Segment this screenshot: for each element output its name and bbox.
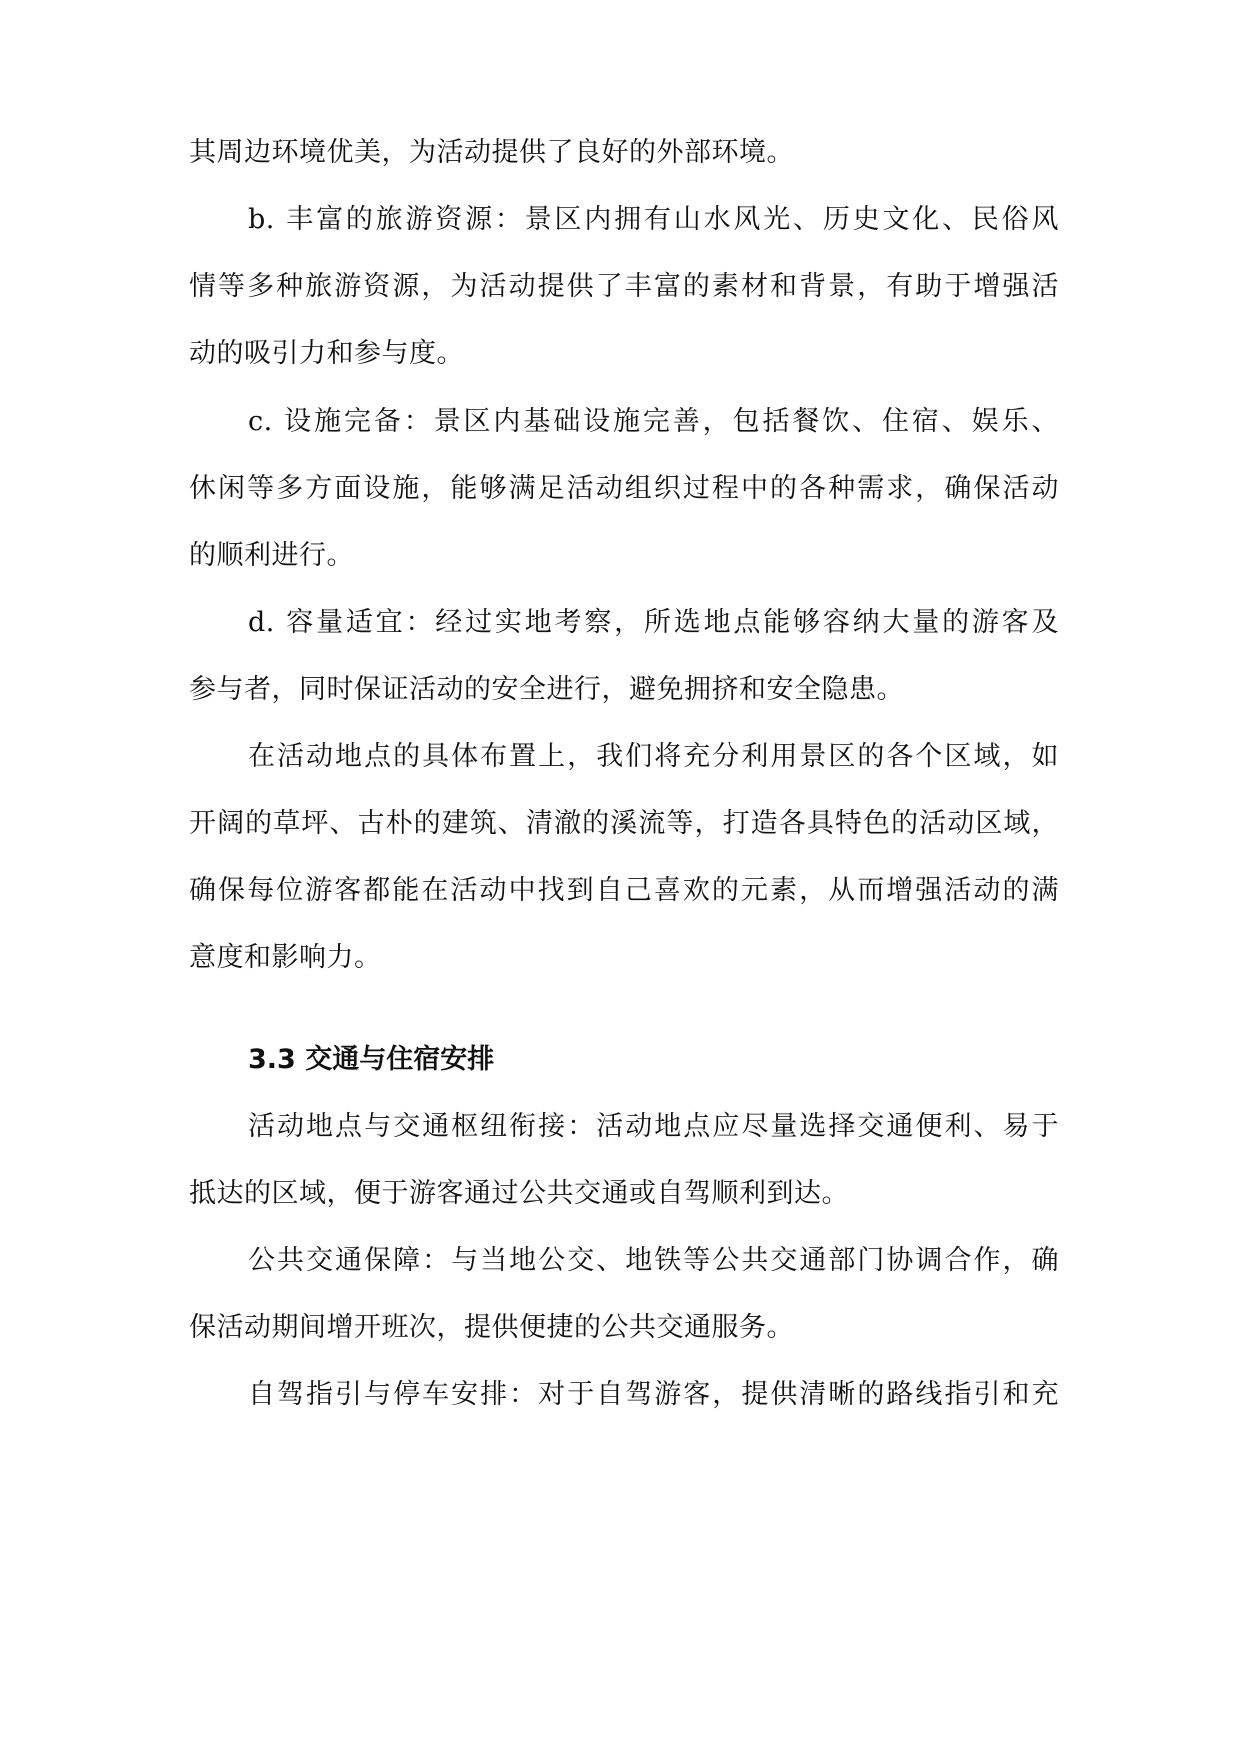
- paragraph-line: 的顺利进行。: [189, 540, 354, 571]
- paragraph-line: 情等多种旅游资源，为活动提供了丰富的素材和背景，有助于增强活: [189, 271, 1059, 302]
- paragraph-line: 开阔的草坪、古朴的建筑、清澈的溪流等，打造各具特色的活动区域，: [189, 808, 1059, 839]
- paragraph-line: d. 容量适宜：经过实地考察，所选地点能够容纳大量的游客及: [248, 607, 1059, 638]
- paragraph-line: 自驾指引与停车安排：对于自驾游客，提供清晰的路线指引和充: [248, 1379, 1059, 1410]
- paragraph-line: 动的吸引力和参与度。: [189, 338, 464, 369]
- paragraph-line: 休闲等多方面设施，能够满足活动组织过程中的各种需求，确保活动: [189, 473, 1059, 504]
- paragraph-line: 抵达的区域，便于游客通过公共交通或自驾顺利到达。: [189, 1178, 849, 1209]
- paragraph-line: 在活动地点的具体布置上，我们将充分利用景区的各个区域，如: [248, 741, 1059, 772]
- paragraph-line: 其周边环境优美，为活动提供了良好的外部环境。: [189, 137, 794, 168]
- paragraph-line: 保活动期间增开班次，提供便捷的公共交通服务。: [189, 1312, 794, 1343]
- section-heading: 3.3 交通与住宿安排: [248, 1044, 495, 1075]
- paragraph-line: 意度和影响力。: [189, 942, 382, 973]
- paragraph-line: c. 设施完备：景区内基础设施完善，包括餐饮、住宿、娱乐、: [248, 406, 1059, 437]
- paragraph-line: 公共交通保障：与当地公交、地铁等公共交通部门协调合作，确: [248, 1245, 1059, 1276]
- paragraph-line: 参与者，同时保证活动的安全进行，避免拥挤和安全隐患。: [189, 674, 904, 705]
- paragraph-line: b. 丰富的旅游资源：景区内拥有山水风光、历史文化、民俗风: [248, 204, 1059, 235]
- paragraph-line: 活动地点与交通枢纽衔接：活动地点应尽量选择交通便利、易于: [248, 1111, 1059, 1142]
- paragraph-line: 确保每位游客都能在活动中找到自己喜欢的元素，从而增强活动的满: [189, 875, 1059, 906]
